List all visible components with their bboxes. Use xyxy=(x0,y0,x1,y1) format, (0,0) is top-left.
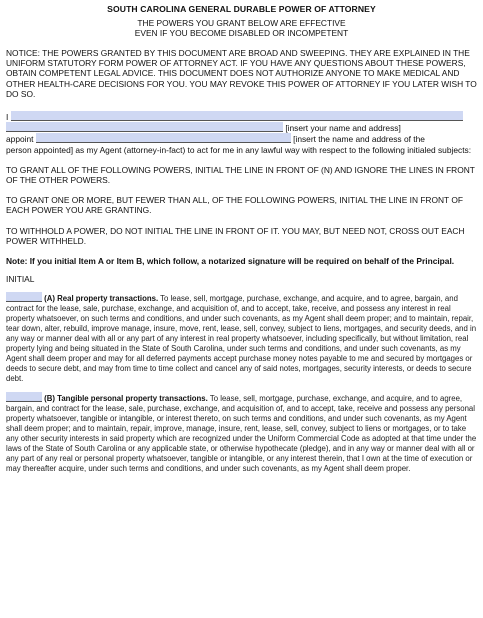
item-b-heading: (B) Tangible personal property transactions. xyxy=(44,394,208,404)
item-a-initial-field[interactable] xyxy=(6,292,42,302)
agent-section xyxy=(6,111,477,155)
item-a-body: To lease, sell, mortgage, purchase, exchange, and acquire, and to agree, bargain, and contract for the lease, sale, purchase, exchange, and acquisition of, and to accept, take, receive, and possess any interest in real property whatsoever, on such terms and conditions, and under such covenants, as my Agent shall deem proper; and to maintain, repair, tear down, alter, rebuild, improve manage, insure, move, rent, lease, sell, convey, subject to liens, mortgages, and security deeds, and in any way or manner deal with all or any part of any interest in real property whatsoever, including specifically, but without limitation, real property lying and being situated in the State of South Carolina, under such terms and conditions, and under such covenants, as my Agent shall deem proper and may for all deferred payments accept purchase money notes payable to me and secured by mortgages or deeds to secure debt, and may from time to time collect and cancel any of said notes, mortgages, security interests, or deeds to secure debt. xyxy=(6,294,477,384)
grant-all-instruction: TO GRANT ALL OF THE FOLLOWING POWERS, INITIAL THE LINE IN FRONT OF (N) AND IGNORE THE LINES IN FRONT OF THE OTHER POWERS. xyxy=(6,164,475,186)
agent-name-hint: [insert the name and address of the xyxy=(293,134,425,145)
appoint-line xyxy=(6,133,477,144)
appoint-label: appoint xyxy=(6,134,34,145)
subtitle-line-2: EVEN IF YOU BECOME DISABLED OR INCOMPETENT xyxy=(134,28,349,38)
document-page xyxy=(0,4,483,618)
grant-some-instruction: TO GRANT ONE OR MORE, BUT FEWER THAN ALL, OF THE FOLLOWING POWERS, INITIAL THE LINE IN FRONT OF EACH POWER YOU ARE GRANTING. xyxy=(6,195,463,216)
principal-input-line-2[interactable] xyxy=(6,122,283,132)
item-b-body: To lease, sell, mortgage, purchase, exchange, and acquire, and to agree, bargain, and contract for the lease, sale, purchase, exchange, and acquisition of, and to accept, take, receive and possess any personal property whatsoever, tangible or intangible, or interest thereto, on such terms and conditions, and under such covenants, as my Agent shall deem proper; and to maintain, repair, improve, manage, insure, rent, lease, sell, convey, subject to liens or mortgages, or to take any other security interests in said property which are recognized under the Uniform Commercial Code as adopted at that time under the laws of the State of South Carolina or any applicable state, or otherwise hypothecate (pledge), and in any way or manner deal with all or any part of any real or personal property whatsoever, tangible or intangible, or any interest therein, that I own at the time of execution or may thereafter acquire, under such terms and conditions, and under such covenants, as my Agent shall deem proper. xyxy=(6,394,477,474)
item-a-paragraph xyxy=(6,292,477,384)
principal-label: I xyxy=(6,112,9,123)
item-b-initial-field[interactable] xyxy=(6,392,42,402)
agent-continuation: person appointed] as my Agent (attorney-in-fact) to act for me in any lawful way with respect to the following initialed subjects: xyxy=(6,144,472,155)
subtitle xyxy=(6,18,477,38)
initial-label: INITIAL xyxy=(6,274,35,285)
document-title: SOUTH CAROLINA GENERAL DURABLE POWER OF ATTORNEY xyxy=(107,4,376,14)
notice-paragraph: NOTICE: THE POWERS GRANTED BY THIS DOCUMENT ARE BROAD AND SWEEPING. THEY ARE EXPLAINED IN THE UNIFORM STATUTORY FORM POWER OF ATTORNEY ACT. IF YOU HAVE ANY QUESTIONS ABOUT THESE POWERS, OBTAIN COMPETENT LEGAL ADVICE. THIS DOCUMENT DOES NOT AUTHORIZE ANYONE TO MAKE MEDICAL AND OTHER HEALTH-CARE DECISIONS FOR YOU. YOU MAY REVOKE THIS POWER OF ATTORNEY IF YOU LATER WISH TO DO SO. xyxy=(6,48,477,99)
principal-name-hint: [insert your name and address] xyxy=(285,123,401,134)
item-b-paragraph xyxy=(6,392,477,474)
notarization-note: Note: If you initial Item A or Item B, which follow, a notarized signature will be required on behalf of the Principal. xyxy=(6,256,455,267)
principal-input-line-1[interactable] xyxy=(11,111,463,121)
item-a-heading: (A) Real property transactions. xyxy=(44,294,159,304)
withhold-instruction: TO WITHHOLD A POWER, DO NOT INITIAL THE LINE IN FRONT OF IT. YOU MAY, BUT NEED NOT, CROSS OUT EACH POWER WITHHELD. xyxy=(6,225,465,246)
principal-line xyxy=(6,111,477,122)
subtitle-line-1: THE POWERS YOU GRANT BELOW ARE EFFECTIVE xyxy=(137,18,346,28)
agent-input-line[interactable] xyxy=(36,133,291,143)
principal-line-2 xyxy=(6,122,477,133)
